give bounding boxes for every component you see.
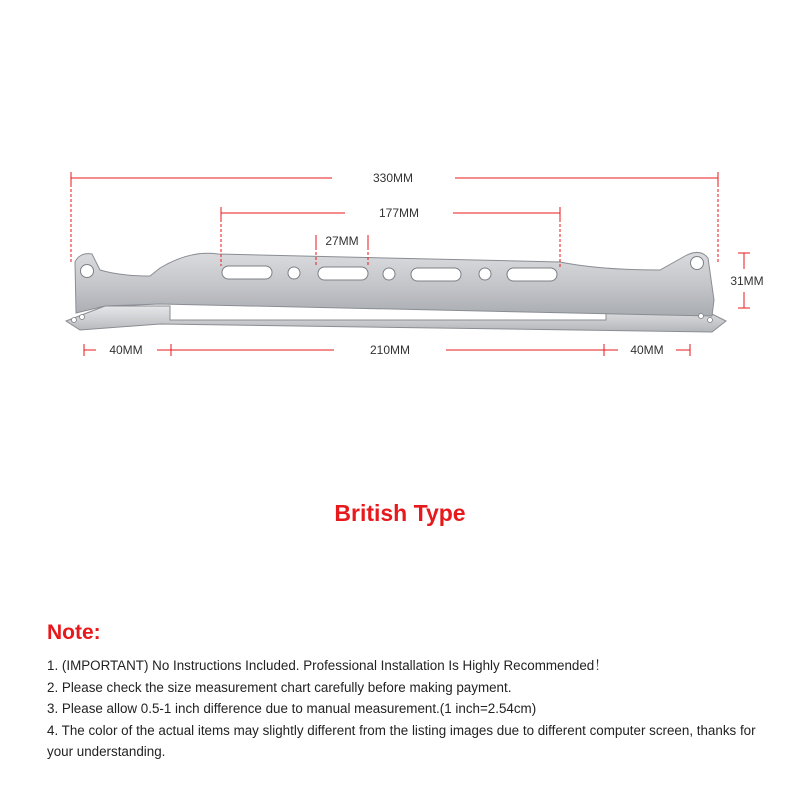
right-end-hole [691, 257, 704, 270]
round-hole-3 [479, 268, 491, 280]
slot-4 [507, 268, 557, 281]
note-item-3: 3. Please allow 0.5-1 inch difference due to manual measurement.(1 inch=2.54cm) [47, 701, 537, 716]
dim-177-label: 177MM [378, 206, 420, 220]
bracket-upright-plate [75, 252, 714, 316]
slot-2 [318, 267, 368, 280]
slot-1 [222, 266, 272, 279]
base-hole-left [72, 318, 77, 323]
left-end-hole [81, 265, 94, 278]
note-item-4: 4. The color of the actual items may slightly different from the listing images due to different computer screen, thanks for your understanding. [47, 722, 756, 759]
type-title: British Type [334, 500, 466, 526]
dim-330-label: 330MM [372, 171, 414, 185]
base-hole-left-2 [80, 315, 85, 320]
round-hole-2 [383, 268, 395, 280]
round-hole-1 [288, 267, 300, 279]
note-list [47, 655, 777, 763]
dim-40-right-label: 40MM [630, 343, 664, 357]
base-hole-right [708, 318, 713, 323]
dim-210-label: 210MM [369, 343, 411, 357]
base-hole-right-2 [699, 314, 704, 319]
dim-40-left-label: 40MM [109, 343, 143, 357]
note-title: Note: [47, 621, 101, 644]
note-item-1: 1. (IMPORTANT) No Instructions Included. Professional Installation Is Highly Recommended！ [47, 658, 608, 673]
slot-3 [411, 268, 461, 281]
dim-27-label: 27MM [325, 234, 359, 248]
bracket-body [66, 252, 726, 332]
note-item-2: 2. Please check the size measurement chart carefully before making payment. [47, 679, 512, 695]
dim-31-label: 31MM [730, 274, 764, 288]
